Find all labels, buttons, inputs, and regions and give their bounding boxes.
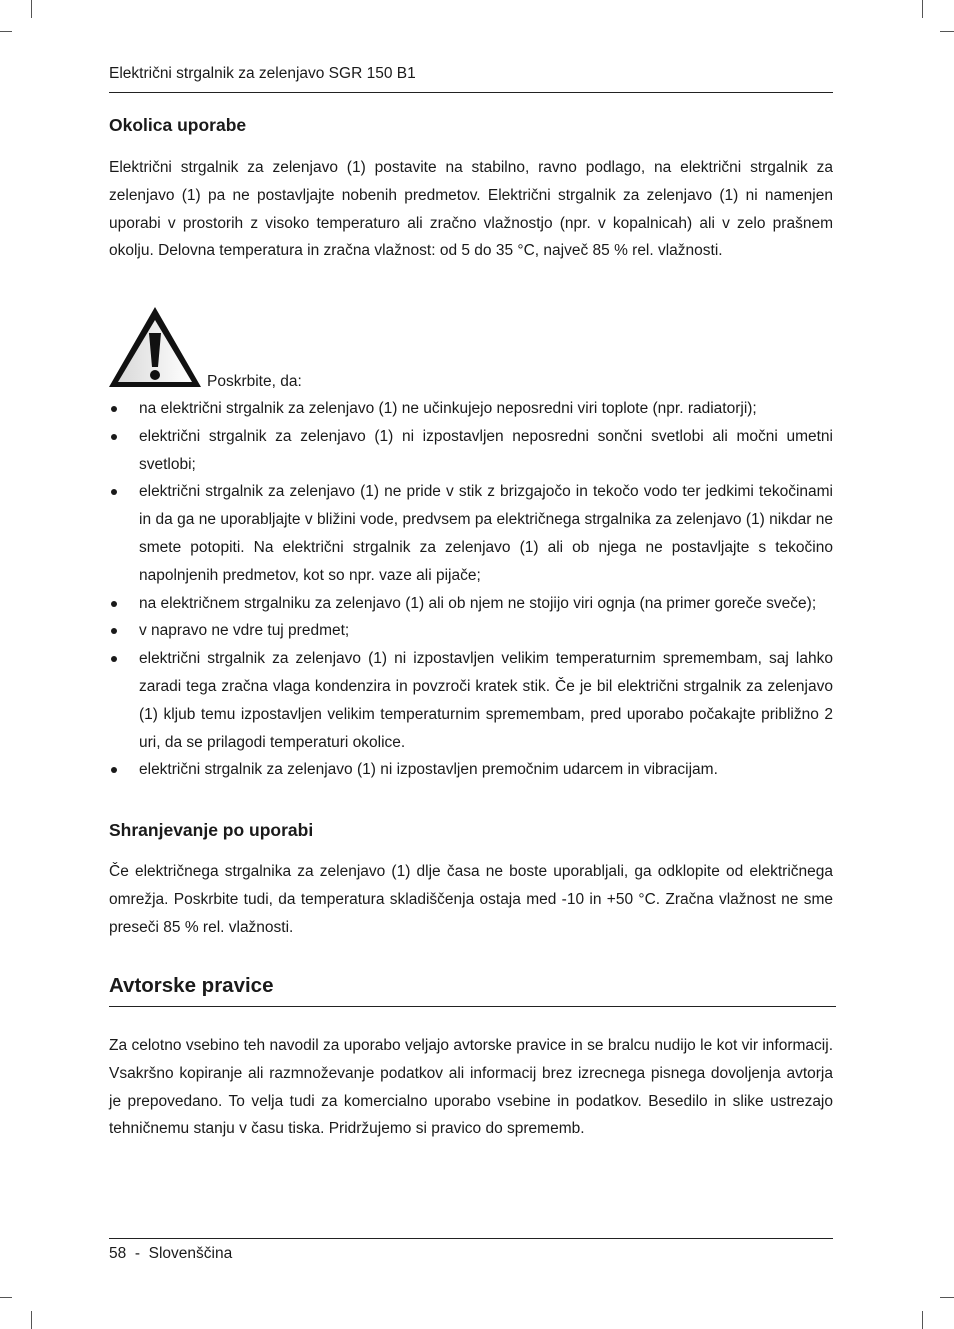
list-item: na električni strgalnik za zelenjavo (1) ne učinkujejo neposredni viri toplote (npr. radiatorji); — [109, 395, 833, 423]
list-item: v napravo ne vdre tuj predmet; — [109, 617, 833, 645]
bullet-icon — [111, 489, 117, 495]
bullet-icon — [111, 656, 117, 662]
environment-paragraph: Električni strgalnik za zelenjavo (1) postavite na stabilno, ravno podlago, na električni strgalnik za zelenjavo (1) pa ne postavljajte nobenih predmetov. Električni strgalnik za zelenjavo (1) ni namenjen uporabi v prostorih z visoko temperaturo ali zračno vlažnostjo (npr. v kopalnicah) ali v zelo prašnem okolju. Delovna temperatura in zračna vlažnost: od 5 do 35 °C, največ 85 % rel. vlažnosti. — [109, 159, 833, 260]
header-rule — [109, 92, 833, 93]
warning-list — [109, 395, 833, 784]
section-heading-environment: Okolica uporabe — [109, 115, 247, 135]
copyright-rule — [109, 1006, 836, 1007]
list-item: električni strgalnik za zelenjavo (1) ni izpostavljen velikim temperaturnim spremembam, saj lahko zaradi tega zračna vlaga kondenzira in povzroči kratek stik. Če je bil električni strgalnik za zelenjavo (1) kljub temu izpostavljen velikim temperaturnim spremembam, pred uporabo počakajte približno 2 uri, da se prilagodi temperaturi okolice. — [109, 645, 833, 756]
bullet-icon — [111, 601, 117, 607]
list-item: električni strgalnik za zelenjavo (1) ni izpostavljen premočnim udarcem in vibracijam. — [109, 756, 833, 784]
bullet-icon — [111, 628, 117, 634]
section-heading-copyright: Avtorske pravice — [109, 974, 274, 997]
crop-mark — [940, 31, 954, 32]
list-item: električni strgalnik za zelenjavo (1) ni izpostavljen neposredni sončni svetlobi ali močni umetni svetlobi; — [109, 423, 833, 479]
warning-triangle-icon — [107, 305, 203, 389]
footer-rule — [109, 1238, 833, 1239]
crop-mark — [0, 31, 12, 32]
page-header: Električni strgalnik za zelenjavo SGR 150 B1 — [109, 65, 416, 82]
list-item: električni strgalnik za zelenjavo (1) ne pride v stik z brizgajočo in tekočo vodo ter jedkimi tekočinami in da ga ne uporabljajte v bližini vode, predvsem pa električnega strgalnika za zelenjavo (1) nikdar ne smete potopiti. Na električni strgalnik za zelenjavo (1) ali ob njega ne postavljajte s tekočino napolnjenih predmetov, kot so npr. vaze ali pijače; — [109, 478, 833, 589]
storage-paragraph: Če električnega strgalnika za zelenjavo (1) dlje časa ne boste uporabljali, ga odklopite od električnega omrežja. Poskrbite tudi, da temperatura skladiščenja ostaja med -10 in +50 °C. Zračna vlažnost ne sme preseči 85 % rel. vlažnosti. — [109, 863, 833, 936]
bullet-icon — [111, 434, 117, 440]
warning-lead: Poskrbite, da: — [207, 373, 302, 390]
bullet-icon — [111, 406, 117, 412]
crop-mark — [0, 1297, 12, 1298]
crop-mark — [940, 1297, 954, 1298]
crop-mark — [922, 0, 923, 18]
page-footer: 58 - Slovenščina — [109, 1245, 233, 1262]
crop-mark — [922, 1311, 923, 1329]
crop-mark — [31, 0, 32, 18]
section-heading-storage: Shranjevanje po uporabi — [109, 820, 314, 840]
crop-mark — [31, 1311, 32, 1329]
copyright-paragraph: Za celotno vsebino teh navodil za uporabo veljajo avtorske pravice in se bralcu nudijo le kot vir informacij. Vsakršno kopiranje ali razmnoževanje podatkov ali informacij brez izrecnega pisnega dovoljenja avtorja je prepovedano. To velja tudi za komercialno uporabo vsebine in podatkov. Besedilo in slike ustrezajo tehničnemu stanju v času tiska. Pridržujemo si pravico do sprememb. — [109, 1037, 833, 1138]
bullet-icon — [111, 767, 117, 773]
list-item: na električnem strgalniku za zelenjavo (1) ali ob njem ne stojijo viri ognja (na primer goreče sveče); — [109, 590, 833, 618]
